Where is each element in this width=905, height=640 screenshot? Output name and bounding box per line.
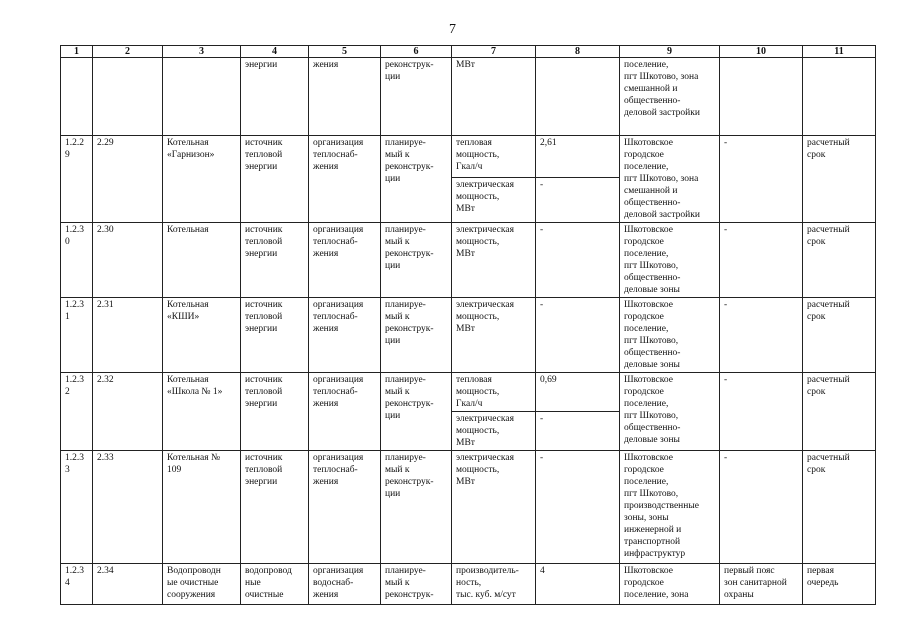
table-cell: поселение, пгт Шкотово, зона смешанной и общественно- деловой застройки bbox=[620, 58, 720, 136]
table-cell: - bbox=[536, 451, 620, 564]
table-row bbox=[61, 136, 876, 178]
table-cell: электрическая мощность, МВт bbox=[452, 298, 536, 373]
table-cell: планируе- мый к реконструк- ции bbox=[381, 298, 452, 373]
table-cell: источник тепловой энергии bbox=[241, 136, 309, 223]
table-cell: водопровод ные очистные bbox=[241, 564, 309, 605]
table-cell: 2.32 bbox=[93, 373, 163, 451]
col-header-3: 3 bbox=[163, 46, 241, 58]
table-cell: 0,69 bbox=[536, 373, 620, 412]
table-cell: Шкотовское городское поселение, пгт Шкотово, зона смешанной и общественно- деловой застройки bbox=[620, 136, 720, 223]
table-cell: 4 bbox=[536, 564, 620, 605]
table-cell: организация теплоснаб- жения bbox=[309, 451, 381, 564]
document-table bbox=[60, 45, 876, 605]
col-header-11: 11 bbox=[803, 46, 876, 58]
table-cell: 2.31 bbox=[93, 298, 163, 373]
table-cell: - bbox=[536, 178, 620, 223]
table-cell: расчетный срок bbox=[803, 298, 876, 373]
table-row bbox=[61, 223, 876, 298]
table-cell: - bbox=[720, 373, 803, 451]
table-cell: электрическая мощность, МВт bbox=[452, 451, 536, 564]
table-cell: Шкотовское городское поселение, зона bbox=[620, 564, 720, 605]
col-header-4: 4 bbox=[241, 46, 309, 58]
table-row bbox=[61, 451, 876, 564]
table-cell bbox=[803, 58, 876, 136]
table-cell: планируе- мый к реконструк- ции bbox=[381, 451, 452, 564]
table-cell: Котельная № 109 bbox=[163, 451, 241, 564]
col-header-7: 7 bbox=[452, 46, 536, 58]
table-cell: организация теплоснаб- жения bbox=[309, 373, 381, 451]
table-cell: - bbox=[720, 223, 803, 298]
table-cell: 1.2.3 3 bbox=[61, 451, 93, 564]
table-cell: источник тепловой энергии bbox=[241, 223, 309, 298]
table-cell: - bbox=[720, 451, 803, 564]
table-cell: электрическая мощность, МВт bbox=[452, 412, 536, 451]
table-row bbox=[61, 564, 876, 605]
table-cell: тепловая мощность, Гкал/ч bbox=[452, 373, 536, 412]
table-cell: расчетный срок bbox=[803, 136, 876, 223]
table-cell: электрическая мощность, МВт bbox=[452, 223, 536, 298]
table-cell: Шкотовское городское поселение, пгт Шкотово, общественно- деловые зоны bbox=[620, 298, 720, 373]
table-cell: источник тепловой энергии bbox=[241, 373, 309, 451]
table-cell: 1.2.3 0 bbox=[61, 223, 93, 298]
table-cell: расчетный срок bbox=[803, 223, 876, 298]
table-cell: 2.30 bbox=[93, 223, 163, 298]
table-cell: планируе- мый к реконструк- ции bbox=[381, 223, 452, 298]
table-cell bbox=[163, 58, 241, 136]
table-cell: реконструк- ции bbox=[381, 58, 452, 136]
table-cell: источник тепловой энергии bbox=[241, 451, 309, 564]
table-cell: Шкотовское городское поселение, пгт Шкотово, общественно- деловые зоны bbox=[620, 373, 720, 451]
table-cell: 2.33 bbox=[93, 451, 163, 564]
table-cell: планируе- мый к реконструк- ции bbox=[381, 136, 452, 223]
table-cell: 2,61 bbox=[536, 136, 620, 178]
header-row bbox=[61, 46, 876, 58]
table-cell: 1.2.2 9 bbox=[61, 136, 93, 223]
table-cell: тепловая мощность, Гкал/ч bbox=[452, 136, 536, 178]
table-cell: организация теплоснаб- жения bbox=[309, 298, 381, 373]
table-cell: планируе- мый к реконструк- bbox=[381, 564, 452, 605]
table-cell: Шкотовское городское поселение, пгт Шкотово, производственные зоны, зоны инженерной и транспортной инфраструктур bbox=[620, 451, 720, 564]
col-header-2: 2 bbox=[93, 46, 163, 58]
table-cell: энергии bbox=[241, 58, 309, 136]
table-cell: - bbox=[536, 223, 620, 298]
table-cell bbox=[536, 58, 620, 136]
col-header-6: 6 bbox=[381, 46, 452, 58]
table-cell: жения bbox=[309, 58, 381, 136]
table-cell: Котельная «Школа № 1» bbox=[163, 373, 241, 451]
col-header-8: 8 bbox=[536, 46, 620, 58]
table-cell: Котельная «КШИ» bbox=[163, 298, 241, 373]
col-header-10: 10 bbox=[720, 46, 803, 58]
table-cell: Котельная «Гарнизон» bbox=[163, 136, 241, 223]
col-header-5: 5 bbox=[309, 46, 381, 58]
col-header-1: 1 bbox=[61, 46, 93, 58]
table-cell: организация теплоснаб- жения bbox=[309, 223, 381, 298]
table-cell: источник тепловой энергии bbox=[241, 298, 309, 373]
table-cell: 2.29 bbox=[93, 136, 163, 223]
table-cell: электрическая мощность, МВт bbox=[452, 178, 536, 223]
table-cell: - bbox=[720, 298, 803, 373]
col-header-9: 9 bbox=[620, 46, 720, 58]
table-cell: Шкотовское городское поселение, пгт Шкотово, общественно- деловые зоны bbox=[620, 223, 720, 298]
table-cell: 1.2.3 2 bbox=[61, 373, 93, 451]
table-cell bbox=[720, 58, 803, 136]
table-cell: - bbox=[720, 136, 803, 223]
table-cell: 1.2.3 4 bbox=[61, 564, 93, 605]
table-row bbox=[61, 373, 876, 412]
table-row bbox=[61, 298, 876, 373]
table-cell: первая очередь bbox=[803, 564, 876, 605]
table-cell bbox=[61, 58, 93, 136]
table-cell: 2.34 bbox=[93, 564, 163, 605]
table-row bbox=[61, 58, 876, 136]
table-cell: Водопроводн ые очистные сооружения bbox=[163, 564, 241, 605]
table-cell: Котельная bbox=[163, 223, 241, 298]
table-cell bbox=[93, 58, 163, 136]
table-cell: - bbox=[536, 412, 620, 451]
table-cell: 1.2.3 1 bbox=[61, 298, 93, 373]
table-cell: расчетный срок bbox=[803, 451, 876, 564]
table-cell: расчетный срок bbox=[803, 373, 876, 451]
table-cell: производитель- ность, тыс. куб. м/сут bbox=[452, 564, 536, 605]
table-cell: планируе- мый к реконструк- ции bbox=[381, 373, 452, 451]
table-cell: - bbox=[536, 298, 620, 373]
table-cell: организация теплоснаб- жения bbox=[309, 136, 381, 223]
table-cell: МВт bbox=[452, 58, 536, 136]
page-number: 7 bbox=[449, 22, 456, 37]
table-cell: первый пояс зон санитарной охраны bbox=[720, 564, 803, 605]
table-cell: организация водоснаб- жения bbox=[309, 564, 381, 605]
